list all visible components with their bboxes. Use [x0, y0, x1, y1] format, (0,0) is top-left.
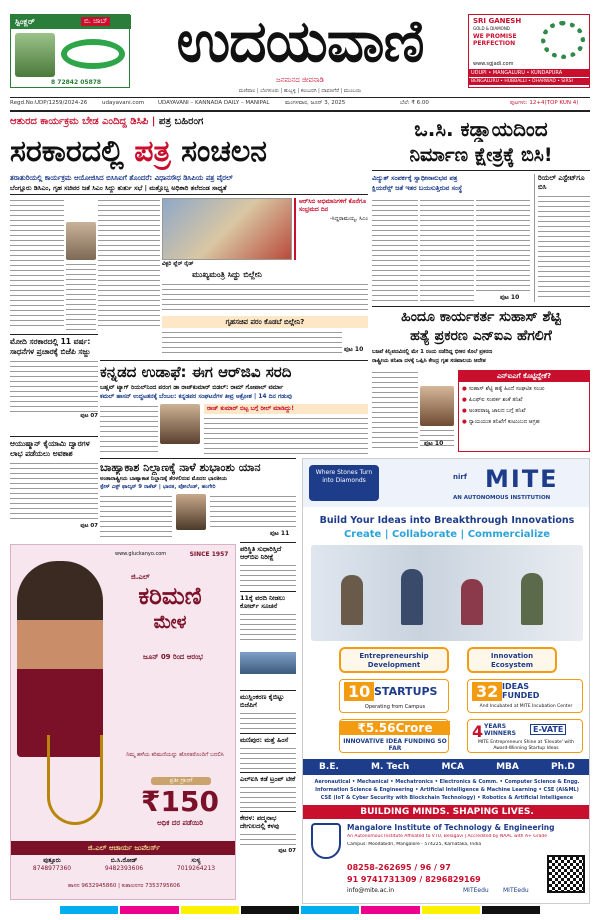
mite-stat-1: [339, 679, 449, 713]
nia-bullet-1: ● ಸುಹಾಸ್ ಶೆಟ್ಟಿ ಹತ್ಯೆ ಹಿಂದೆ ಸಂಘಟಿತ ಸಂಚು: [462, 385, 586, 393]
mite-stat-3-label: INNOVATIVE IDEA FUNDING SO FAR: [343, 738, 447, 752]
mid-brief-5-title[interactable]: ಎಲ್‌ಐಸಿ ಕಡೆ ಟ್ರಂಪ್ ಟೀಕೆ: [240, 772, 296, 783]
tagline-en: UDAYAVANI – KANNADA DAILY – MANIPAL: [158, 100, 270, 106]
realestate-body: [538, 194, 590, 298]
hindu-headline1[interactable]: ಹಿಂದೂ ಕಾರ್ಯಕರ್ತ ಸುಹಾಸ್ ಶೆಟ್ಟಿ: [401, 309, 561, 325]
jewel-store-name: ಜಿ.ಎಲ್ ಆಚಾರ್ಯ ಜುವೆಲರ್ಸ್: [87, 844, 161, 852]
mite-pill-1: [339, 647, 449, 673]
mite-pill-2: [467, 647, 557, 673]
lead-body-col3: [98, 198, 160, 330]
mite-inst-name: Mangalore Institute of Technology & Engineering: [347, 823, 555, 832]
kannada-body-col1: [100, 404, 158, 454]
astronaut-portrait: [176, 494, 206, 530]
lead-headline-a: ಸರಕಾರದಲ್ಲಿ: [10, 134, 124, 169]
home-minister-body: [162, 330, 342, 354]
space-page-ref[interactable]: ಪುಟ 11: [270, 530, 290, 537]
mid-brief-1-title[interactable]: ಪರಿಸ್ಥಿತಿ ಸುಧಾರಿಸ್ತಿದೆ ಆರ್‌ಬಿಐ ನಿರೀಕ್ಷೆ: [240, 542, 296, 561]
home-minister-title: ಗೃಹಸಚಿವ ಪರಂ ಕೊಡಬೆ ಬಿಲ್ಲೇನಿ?: [225, 318, 305, 326]
nia-box-title: ಎನ್‌ಐಎಗೆ ಕೊಟ್ಟಿದ್ದೇಕೆ?: [459, 371, 589, 382]
right-ad-line1: GOLD & DIAMOND: [473, 26, 510, 31]
program-mtech[interactable]: M. Tech: [371, 762, 410, 772]
right-ad-cities1: UDUPI • MANGALURU • KUNDAPURA: [469, 69, 589, 77]
mite-social-2[interactable]: MITEedu: [503, 887, 529, 894]
program-phd[interactable]: Ph.D: [550, 762, 575, 772]
hindu-top-rule: [372, 306, 590, 307]
rgv-box-title: ರಾಜ್ ಕುಮಾರ್ ಬಿಟ್ಟ ಬಗ್ಗೆ ರೀಲ್ ಮಾಡಿದ್ದು!: [207, 405, 294, 412]
lead-headline-c: ಸಂಚಲನ: [181, 134, 267, 169]
jewel-ad-since: SINCE 1957: [189, 551, 229, 558]
left-brief-2[interactable]: [10, 436, 98, 536]
mite-addr: Campus: Moodabidri, Mangalore - 574225, Karnataka, India: [347, 842, 482, 847]
mangalsutra-image: [47, 735, 103, 825]
dateline-rule: [10, 110, 590, 112]
qr-code-icon[interactable]: [547, 855, 585, 893]
lead-rule: [10, 194, 368, 195]
mid-brief-6-body: [240, 832, 296, 846]
lead-body-col1: [10, 198, 64, 330]
suhas-portrait: [420, 386, 454, 426]
farmer-image: [15, 33, 55, 77]
hindu-headline2[interactable]: ಹತ್ಯೆ ಪ್ರಕರಣ ಎನ್‌ಐಎ ಹೆಗಲಿಗೆ: [410, 328, 552, 344]
mite-pill-2-text: Innovation Ecosystem: [490, 652, 534, 669]
left-ad[interactable]: [10, 14, 130, 88]
mite-stat-4-sub: MITE Entrepreneurs Shine at 'Elevate' with Award-Winning Startup Ideas: [478, 740, 574, 751]
mite-phone[interactable]: 08258-262695 / 96 / 97: [347, 863, 451, 872]
kannada-deck2: ಕಮಲ್ ಹಾಸನ್ ಉದ್ಧಟತನಕ್ಕೆ ಬೆಂಬಲ: ಕನ್ನಡಪರ ಸಂಘಟನೆಗಳ ತೀವ್ರ ಆಕ್ರೋಶ | 14 ದಿನ ಗಡುವು: [100, 393, 292, 400]
victory-photo: [162, 198, 292, 260]
mite-stat-3: [339, 719, 449, 753]
oc-body-col1: [372, 198, 418, 302]
jewel-offer1: ನಿಮ್ಮ ಹಳೆಯ ಕರಿಮಣಿಯನ್ನು ಹೊಸತರೊಂದಿಗೆ ಬದಲಿಸಿ: [126, 752, 224, 758]
lead-kicker-right: ಪತ್ರ ಬಹಿರಂಗ: [158, 116, 204, 127]
space-body-col2: [210, 494, 296, 530]
mite-stat-2: [467, 679, 583, 713]
jewel-brand-small: ಜಿ.ಎಲ್: [131, 573, 150, 581]
program-mba[interactable]: MBA: [496, 762, 519, 772]
branch-3-phone: 7019264213: [176, 865, 216, 872]
jewel-ad-site: www.gluckanyo.com: [115, 551, 167, 557]
mite-nirf: nirf: [453, 473, 467, 481]
mite-tri-1: Create: [343, 529, 382, 540]
jewel-offer-tag: ಪ್ರತೀ ಗ್ರಾಂಗೆ: [151, 777, 211, 785]
person-4: [521, 573, 543, 625]
mite-stat-4-label: YEARS WINNERS: [484, 723, 516, 737]
space-deck2: ಸ್ಪೇಸ್ ಎಕ್ಸ್ ಫಾಲ್ಕನ್ 9 ರಾಕೆಟ್ | ಭಾರತ, ಪೋಲೆಂಡ್, ಹಂಗೇರಿ: [100, 484, 216, 490]
rgv-portrait: [160, 404, 200, 444]
mite-ad[interactable]: [302, 458, 590, 904]
realestate-title: ರಿಯಲ್ ಎಸ್ಟೇಟ್‌ಗೂ ಬಿಸಿ: [538, 174, 585, 191]
mid-brief-1-body: [240, 563, 296, 589]
left-brief-2-body: [10, 461, 98, 523]
mid-photo: [240, 652, 296, 674]
lead-kicker: [10, 116, 365, 132]
editions: ಮಣಿಪಾಲ | ಬೆಂಗಳೂರು | ಹುಬ್ಬಳ್ಳಿ | ಕಲಬುರಗಿ | ದಾವಣಗೆರೆ | ಮುಂಬಯಿ: [238, 88, 362, 94]
home-minister-box: [162, 316, 368, 328]
mite-mobile[interactable]: 91 9741731309 / 8296829169: [347, 875, 481, 884]
hindu-page-ref[interactable]: ಪುಟ 10: [424, 440, 444, 447]
mite-tri-3: Commercialize: [467, 529, 551, 540]
mite-branches-1: Aeronautical • Mechanical • Mechatronics • Electronics & Comm. • Computer Science & Engg.: [314, 779, 580, 785]
mite-headline: Build Your Ideas into Breakthrough Innovations: [319, 515, 575, 526]
cm-portrait: [66, 222, 96, 260]
mite-crest: [311, 823, 341, 859]
oc-headline1[interactable]: ಒ.ಸಿ. ಕಡ್ಡಾಯದಿಂದ: [414, 117, 548, 141]
hindu-deck2: ರಾಷ್ಟ್ರೀಯ ತನಿಖಾ ದಳಕ್ಕೆ ಒಪ್ಪಿಸಿ ಕೇಂದ್ರ ಗೃಹ ಸಚಿವಾಲಯ ಆದೇಶ: [372, 358, 486, 364]
mite-programs: [303, 759, 590, 775]
lead-page-ref[interactable]: ಪುಟ 10: [344, 346, 364, 353]
mite-tri-2: Collaborate: [391, 529, 458, 540]
quote-text: ಆರ್‌ಸಿಬಿ ಅಭಿಮಾನಿಗಳಿಗೆ ಕೊನೆಗೂ ಸಂಭ್ರಮದ ದಿನ: [299, 198, 367, 213]
space-top-rule: [100, 458, 296, 459]
masthead-rule: [10, 97, 590, 98]
kicker-separator: |: [151, 116, 159, 127]
issue-date: ಮಂಗಳವಾರ, ಜೂನ್ 3, 2025: [285, 100, 346, 106]
price: ಬೆಲೆ: ₹ 6.00: [400, 100, 429, 106]
jewel-amount-sub: ಅಧಿಕ ದರ ಪಡೆಯಿರಿ: [157, 819, 203, 827]
mid-brief-6-title[interactable]: ಕೇರಳ: ಪದ್ಮನಾಭ ದೇಗುಲದಲ್ಲಿ ಕಳವು: [240, 811, 296, 830]
mite-inst-sub: An Autonomous Institute Affiliated to VTU, Belagavi | Accredited by NAAC with A+ Grade: [347, 834, 547, 839]
lead-deck1: ತರಾತುರಿಯಲ್ಲಿ ಕಾರ್ಯಕ್ರಮ ಆಯೋಜಿಸಿದ ಬಿಸಿಸಿಐಗೆ ತೊಂದರೆ: ವಿಧಾನಸೌಧ ಡಿಸಿಪಿಯ ಪತ್ರ ವೈರಲ್: [10, 174, 233, 182]
left-brief-2-title: ಆಯುಷ್ಮಾನ್ ಕೈಯಾಮಿ ದ್ವಾರಗಳ ಲಾಭ ಪಡೆಯಲು ಅವಕಾಶ: [10, 439, 90, 458]
left-ad-phone: 8 72842 05878: [51, 79, 102, 86]
site-link[interactable]: udayavani.com: [102, 100, 145, 106]
oc-page-ref[interactable]: ಪುಟ 10: [500, 294, 520, 301]
mite-stat-2-sub: And Incubated at MITE Incubation Center: [479, 704, 573, 709]
person-3: [461, 579, 483, 625]
right-ad-site: www.sgjadi.com: [473, 61, 514, 67]
lead-body-col2: [66, 262, 96, 330]
kannada-body-col2: [204, 416, 368, 454]
lead-kicker-left: ಆತುರದ ಕಾರ್ಯಕ್ರಮ ಬೇಡ ಎಂದಿದ್ದ ಡಿಸಿಪಿ: [10, 116, 149, 127]
left-brief-1-title: ಮೋದಿ ಸರಕಾರದಲ್ಲಿ 11 ವರ್ಷ: ಸಾಧನೆಗಳ ಪ್ರಚಾರಕ್ಕೆ ಬಿಜೆಪಿ ಸಜ್ಜು: [10, 337, 91, 356]
mite-stat-4-num: 4: [472, 722, 484, 741]
dateline: [10, 99, 590, 109]
page-count: ಪುಟಗಳು: 12+4(TOP KUN 4): [510, 100, 579, 106]
mite-photo: [311, 545, 583, 641]
left-brief-1[interactable]: [10, 334, 98, 434]
branch-3: [161, 857, 231, 872]
mite-pill-1-text: Entrepreneurship Development: [359, 652, 429, 669]
mite-tagline-top: Where Stones Turn into Diamonds: [315, 469, 373, 484]
mite-stat-2-num: 32: [472, 682, 502, 701]
color-registration-strip: [60, 906, 540, 914]
pipe-image: [61, 39, 125, 69]
left-brief-2-ref: ಪುಟ 07: [80, 523, 98, 529]
nia-box: [458, 370, 590, 452]
kannada-headline[interactable]: ಕನ್ನಡದ ಉಡಾಫೆ: ಈಗ ಆರ್‌ಜಿವಿ ಸರದಿ: [100, 363, 292, 381]
mid-brief-3-title[interactable]: ಮುಸ್ಲಿಂಕರಣ ಕೈಬಿಟ್ಟು ಬಿಜೆಪಿಗೆ: [240, 690, 296, 709]
right-ad-brand: SRI GANESH: [473, 17, 522, 25]
jewel-store: [11, 841, 236, 855]
mid-brief-6-ref: ಪುಟ 07: [278, 848, 296, 854]
rgv-box: [204, 404, 368, 414]
mite-banner-text: BUILDING MINDS. SHAPING LIVES.: [360, 807, 534, 817]
mite-email[interactable]: info@mite.ac.in: [347, 887, 395, 894]
branch-2-name: ಬಿ.ಸಿ.ರೋಡ್: [110, 857, 138, 864]
oc-headline2[interactable]: ನಿರ್ಮಾಣ ಕ್ಷೇತ್ರಕ್ಕೆ ಬಿಸಿ!: [409, 144, 553, 166]
mite-diamond-badge: [309, 465, 379, 501]
nia-bullet-2: ● ಪಿಎಫ್‌ಐ ಸಂಪರ್ಕ ಶಂಕೆ ತನಿಖೆ: [462, 396, 586, 404]
jewel-bottom: ಹಾಸನ 9632945860 | ಕುಶಾಲನಗರ 7353795606: [67, 883, 181, 889]
hindu-body-col1: [372, 370, 418, 450]
mid-brief-5-body: [240, 785, 296, 809]
lead-headline-b: ಪತ್ರ: [134, 134, 171, 169]
cm-box-title: ಮುಖ್ಯಮಂತ್ರಿ ಸಿದ್ದು ಬಿಲ್ಲೇನಿ: [192, 270, 262, 279]
quote-attribution: -ಸಿದ್ದರಾಮಯ್ಯ, ಸಿಎಂ: [329, 216, 368, 222]
space-body-col1: [100, 494, 172, 538]
left-ad-brand: ಸ್ಪಿಂಕ್ಲರ್: [15, 17, 35, 26]
person-2: [401, 569, 423, 625]
hindu-deck1: ಬಜಪೆ ಕಿನ್ನಿಪದವಿನಲ್ಲಿ ಮೇ 1 ರಂದು ನಡೆದಿದ್ದ ಭೀಕರ ಕೊಲೆ ಪ್ರಕರಣ: [372, 349, 493, 355]
mite-stat-2-label: IDEAS FUNDED: [502, 682, 540, 700]
jewel-amount: ₹150: [141, 785, 219, 818]
space-deck1: ಅಂತಾರಾಷ್ಟ್ರೀಯ ಬಾಹ್ಯಾಕಾಶ ನಿಲ್ದಾಣಕ್ಕೆ ತೆರಳಲಿರುವ ಮೊದಲ ಭಾರತೀಯ: [100, 476, 228, 482]
lead-headline[interactable]: [10, 132, 368, 172]
masthead-title: ಉದಯವಾಣಿ: [176, 7, 424, 75]
oc-body-col3: [476, 198, 530, 294]
mite-branches-2: Information Science & Engineering • Artificial Intelligence & Machine Learning • CSE (AI&ML): [315, 787, 579, 793]
branch-2: [89, 857, 159, 872]
left-brief-1-body: [10, 359, 98, 413]
mid-col: [240, 542, 296, 902]
mite-banner: [303, 805, 590, 819]
nia-bullet-4: ● ನ್ಯಾಯಯುತ ತನಿಖೆಗೆ ಕುಟುಂಬದ ಆಗ್ರಹ: [462, 418, 586, 426]
right-ad-cities2: BENGALURU • HUBBALLI • DHARWAD • SIRSI: [469, 78, 589, 85]
right-ad[interactable]: [468, 14, 590, 88]
mid-brief-4-title[interactable]: ಮಣಿಪುರ: ಮತ್ತೆ ಹಿಂಸೆ: [240, 733, 296, 744]
mite-stat-1-num: 10: [344, 682, 374, 701]
mite-stat-1-label: STARTUPS: [374, 685, 438, 698]
left-brief-1-ref: ಪುಟ 07: [80, 413, 98, 419]
branch-1: [17, 857, 87, 872]
mid-brief-4-body: [240, 746, 296, 770]
right-ad-line2: WE PROMISE PERFECTION: [473, 33, 517, 47]
mite-elevate-logo: E-VATE: [530, 724, 566, 735]
mid-brief-2-title[interactable]: 11ಕ್ಕೆ ವರದಿ ನೀಡಲು ಕೋರ್ಟ್ ಸೂಚನೆ: [240, 591, 296, 610]
oc-deck1: ವಿದ್ಯುತ್ ಸಂಪರ್ಕಕ್ಕೆ ಸ್ವಾಧೀನಾನುಭವ ಪತ್ರ: [372, 174, 458, 182]
program-be[interactable]: B.E.: [319, 762, 339, 772]
mite-logo-sub: AN AUTONOMOUS INSTITUTION: [453, 495, 551, 501]
left-ad-product: ಬಿ. ಜಾಬ್: [81, 17, 110, 26]
mid-brief-3-body: [240, 711, 296, 731]
jewel-date: ಜೂನ್ 09 ರಿಂದ ಆರಂಭ: [143, 653, 203, 661]
reg-no: Regd.No:UDP/1259/2024-26: [10, 100, 88, 106]
mid-brief-2-body: [240, 612, 296, 642]
branch-1-name: ಪುತ್ತೂರು: [43, 857, 61, 864]
nia-bullet-3: ● ಅಂತರರಾಜ್ಯ ಜಾಲದ ಬಗ್ಗೆ ತನಿಖೆ: [462, 407, 586, 415]
masthead-subtitle: ಜನಮನದ ಜೀವನಾಡಿ: [276, 76, 324, 84]
mite-stat-3-num: ₹5.56Crore: [340, 721, 450, 735]
person-1: [341, 575, 363, 625]
jewel-title: ಕರಿಮಣಿ: [138, 581, 202, 610]
cm-box-body: [162, 282, 368, 312]
oc-body-col2: [420, 198, 474, 302]
victory-photo-caption: ವಿಕ್ಟರಿ ಪ್ಲೆರ್ ರೈಡ್: [162, 261, 194, 267]
branch-1-phone: 8748977360: [32, 865, 72, 872]
kannada-top-rule: [100, 360, 368, 361]
branch-3-name: ಸುಳ್ಯ: [191, 857, 201, 864]
jewel-ad[interactable]: [10, 544, 236, 900]
branch-2-phone: 9482393606: [104, 865, 144, 872]
jewellery-image: [541, 21, 585, 59]
oc-rule: [372, 170, 590, 171]
jewel-title2: ಮೇಳ: [153, 612, 187, 633]
mite-social-1[interactable]: MITEedu: [463, 887, 489, 894]
oc-deck2: ಕ್ಲಿಯರೆನ್ಸ್ ಜತೆ ಇತರ ಬಯಸುತ್ತಿರುವ ಸಂಸ್ಥೆ: [372, 184, 463, 192]
mite-stat-1-sub: Operating from Campus: [364, 704, 426, 710]
lead-deck2: ಬೆಂಗ್ಲೂರು ಡಿಸಿಎಂ, ಗೃಹ ಸಚಿವರ ಜತೆ ಸಿಎಂ ಸಿದ್ದು ತುರ್ತು ಸಭೆ | ಮತ್ತೊಬ್ಬ ಅಧಿಕಾರಿ ತಲೆದಂಡ ಸಾಧ್ಯತೆ: [10, 184, 227, 192]
mite-logo: MITE: [485, 465, 559, 493]
program-mca[interactable]: MCA: [441, 762, 464, 772]
realestate-box[interactable]: [534, 174, 590, 302]
mite-branches-3: CSE (IoT & Cyber Security with Blockchain Technology) • Robotics & Artificial Intelligence: [320, 795, 574, 801]
space-headline[interactable]: ಬಾಹ್ಯಾಕಾಶ ನಿಲ್ದಾಣಕ್ಕೆ ನಾಳೆ ಶುಭಾಂಶು ಯಾನ: [100, 461, 261, 474]
model-image: [17, 561, 103, 757]
mite-stat-4: [467, 719, 583, 753]
kannada-deck1: ಬಹ್ಲವ್ ಟ್ಯಾಗ್ ರಿಯಲ್‌ನಿಂದ ಪರಂಗ ಡಾ ರಾಜ್‌ಕುಮಾರ್ ಬಿಡಲ್: ರಾಮ್ ಗೋಪಾಲ್ ವರ್ಮಾ: [100, 384, 284, 391]
quote-box: [294, 198, 368, 260]
mite-tri: Create | Collaborate | Commercialize: [343, 529, 551, 540]
